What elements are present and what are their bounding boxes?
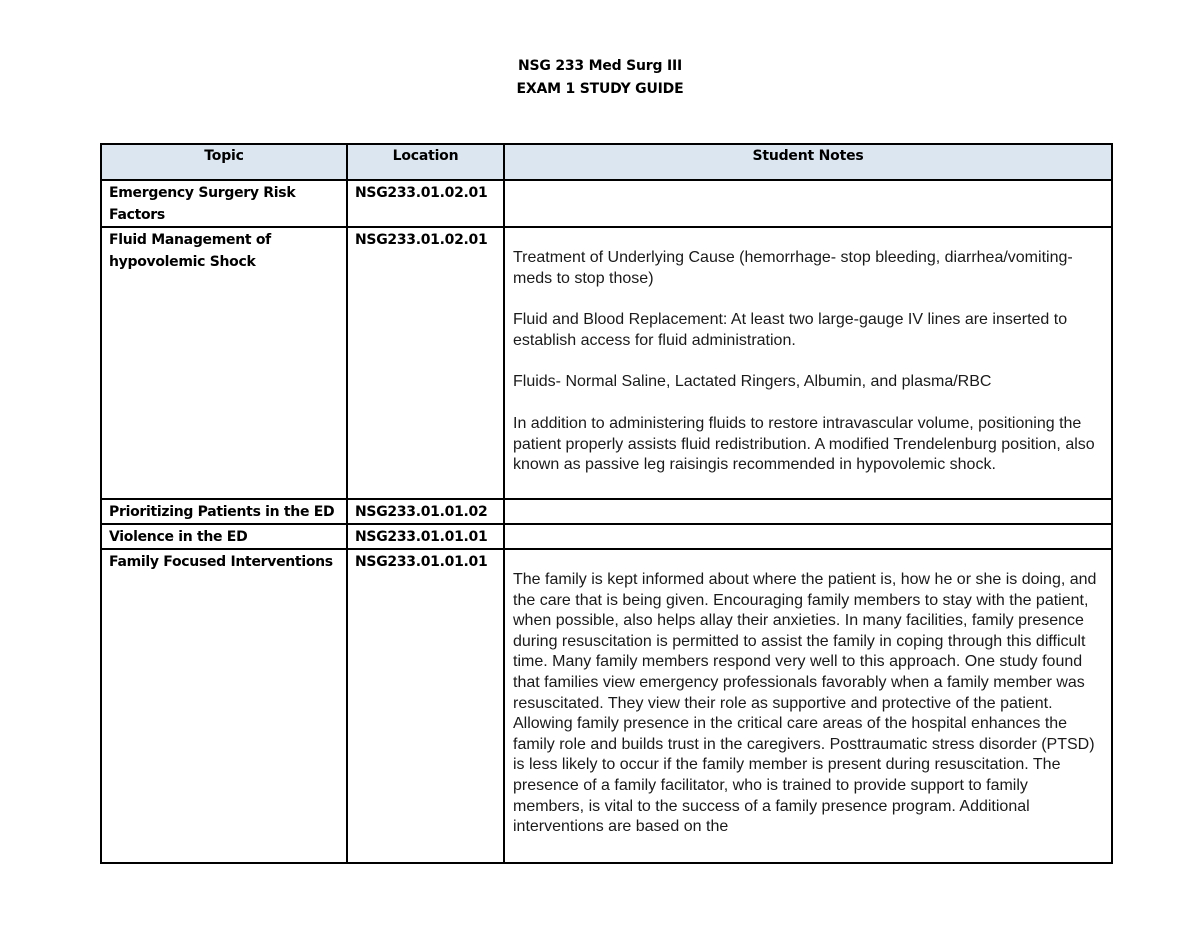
topic-text: Violence in the ED (109, 529, 248, 545)
location-text: NSG233.01.02.01 (355, 232, 488, 248)
column-header-topic: Topic (101, 144, 347, 180)
notes-cell[interactable] (504, 524, 1112, 549)
table-row (101, 180, 1112, 227)
column-header-location: Location (347, 144, 504, 180)
notes-cell[interactable] (504, 180, 1112, 227)
topic-text: Emergency Surgery Risk Factors (109, 185, 296, 223)
location-cell (347, 227, 504, 499)
table-row (101, 524, 1112, 549)
location-text: NSG233.01.01.01 (355, 554, 488, 570)
location-text: NSG233.01.02.01 (355, 185, 488, 201)
topic-text: Family Focused Interventions (109, 554, 333, 570)
note-paragraph: The family is kept informed about where the patient is, how he or she is doing, and the care that is being given. Encouraging family members to stay with the patient, when possible, also helps allay their anxieties. In many facilities, family presence during resuscitation is permitted to assist the family in coping through this difficult time. Many family members respond very well to this approach. One study found that families view emergency professionals favorably when a family member was resuscitated. They view their role as supportive and protective of the patient. Allowing family presence in the critical care areas of the hospital enhances the family role and builds trust in the caregivers. Posttraumatic stress disorder (PTSD) is less likely to occur if the family member is present during resuscitation. The presence of a family facilitator, who is trained to provide support to family members, is vital to the success of a family presence program. Additional interventions are based on the (513, 571, 1097, 836)
topic-text: Prioritizing Patients in the ED (109, 504, 335, 520)
student-notes (505, 228, 1111, 498)
course-title: NSG 233 Med Surg III (517, 58, 683, 74)
topic-cell (101, 180, 347, 227)
location-text: NSG233.01.01.02 (355, 504, 488, 520)
table-row (101, 499, 1112, 524)
topic-cell (101, 499, 347, 524)
location-cell (347, 549, 504, 863)
location-cell (347, 499, 504, 524)
location-text: NSG233.01.01.01 (355, 529, 488, 545)
topic-cell (101, 227, 347, 499)
study-guide-table (100, 143, 1113, 864)
table-header-row (101, 144, 1112, 180)
location-cell (347, 180, 504, 227)
document-title (0, 55, 1200, 101)
guide-title: EXAM 1 STUDY GUIDE (516, 81, 684, 97)
column-header-student-notes: Student Notes (504, 144, 1112, 180)
topic-text: Fluid Management of hypovolemic Shock (109, 232, 271, 270)
note-paragraph: Fluids- Normal Saline, Lactated Ringers, Albumin, and plasma/RBC (513, 373, 992, 391)
topic-cell (101, 524, 347, 549)
notes-cell[interactable] (504, 499, 1112, 524)
topic-cell (101, 549, 347, 863)
note-paragraph: Treatment of Underlying Cause (hemorrhage- stop bleeding, diarrhea/vomiting- meds to stop those) (513, 249, 1073, 287)
notes-cell[interactable] (504, 549, 1112, 863)
note-paragraph: Fluid and Blood Replacement: At least two large-gauge IV lines are inserted to establish access for fluid administration. (513, 311, 1068, 349)
table-row (101, 227, 1112, 499)
student-notes (505, 550, 1111, 862)
notes-cell[interactable] (504, 227, 1112, 499)
location-cell (347, 524, 504, 549)
note-paragraph: In addition to administering fluids to restore intravascular volume, positioning the patient properly assists fluid redistribution. A modified Trendelenburg position, also known as passive leg raisingis recommended in hypovolemic shock. (513, 414, 1095, 474)
table-row (101, 549, 1112, 863)
